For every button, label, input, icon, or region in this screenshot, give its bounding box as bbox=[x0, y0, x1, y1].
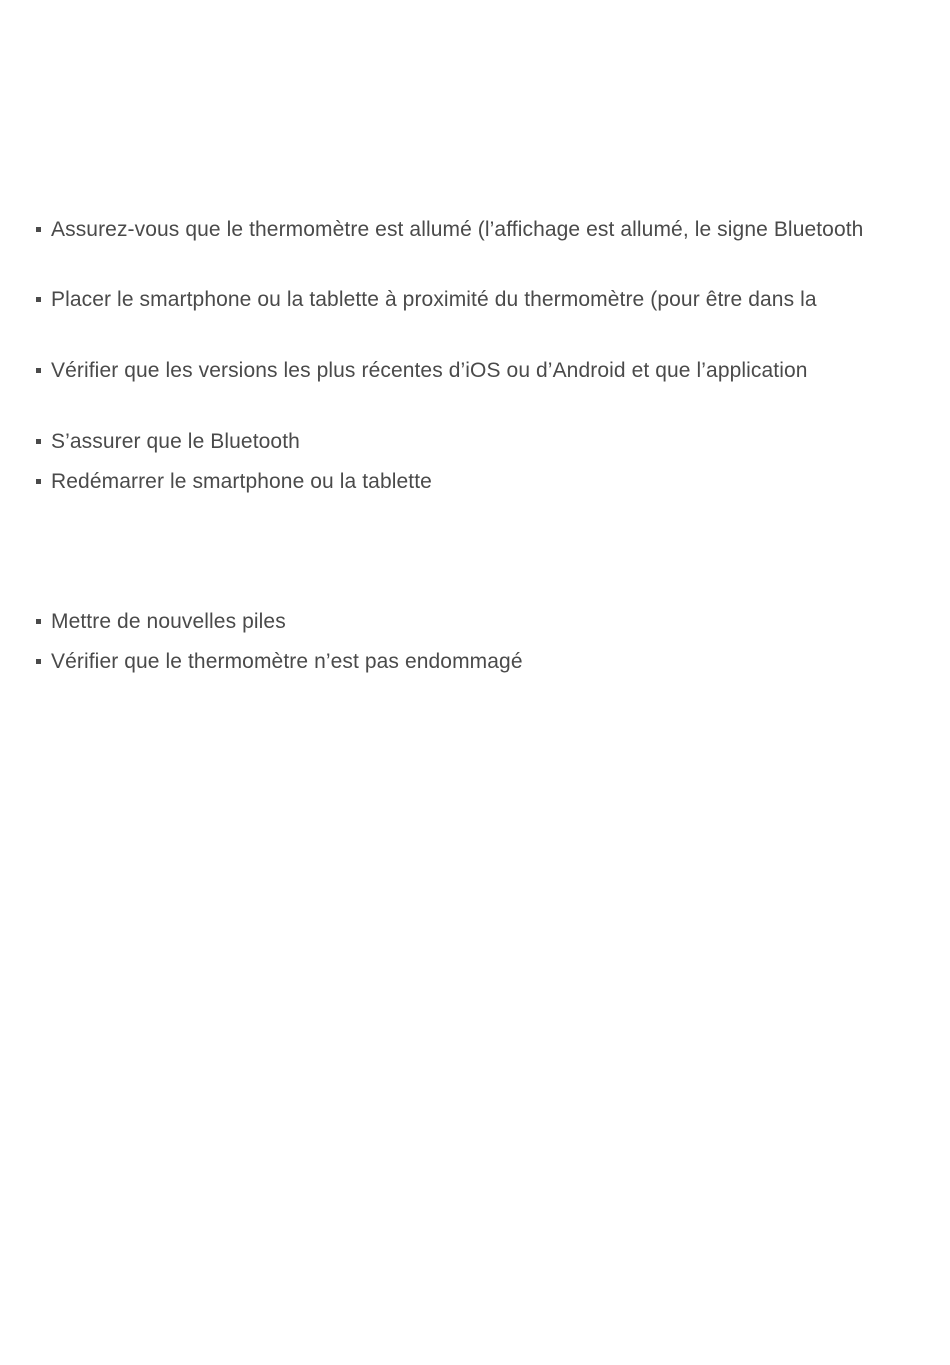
list-item bbox=[36, 648, 523, 676]
list-item bbox=[36, 608, 286, 636]
list-item bbox=[36, 428, 300, 456]
bullet-icon bbox=[36, 659, 41, 664]
bullet-icon bbox=[36, 479, 41, 484]
list-item-text: Redémarrer le smartphone ou la tablette bbox=[51, 470, 432, 493]
bullet-icon bbox=[36, 227, 41, 232]
list-item bbox=[36, 216, 863, 244]
list-item-text: S’assurer que le Bluetooth bbox=[51, 430, 300, 453]
list-item-text: Mettre de nouvelles piles bbox=[51, 610, 286, 633]
bullet-icon bbox=[36, 297, 41, 302]
bullet-icon bbox=[36, 439, 41, 444]
bullet-icon bbox=[36, 368, 41, 373]
list-item bbox=[36, 468, 432, 496]
bullet-icon bbox=[36, 619, 41, 624]
list-item-text: Vérifier que le thermomètre n’est pas endommagé bbox=[51, 650, 523, 673]
list-item bbox=[36, 286, 817, 314]
list-item-text: Assurez-vous que le thermomètre est allumé (l’affichage est allumé, le signe Bluetooth bbox=[51, 218, 864, 241]
list-item bbox=[36, 357, 808, 385]
list-item-text: Placer le smartphone ou la tablette à proximité du thermomètre (pour être dans la bbox=[51, 288, 817, 311]
list-item-text: Vérifier que les versions les plus récentes d’iOS ou d’Android et que l’application bbox=[51, 359, 808, 382]
